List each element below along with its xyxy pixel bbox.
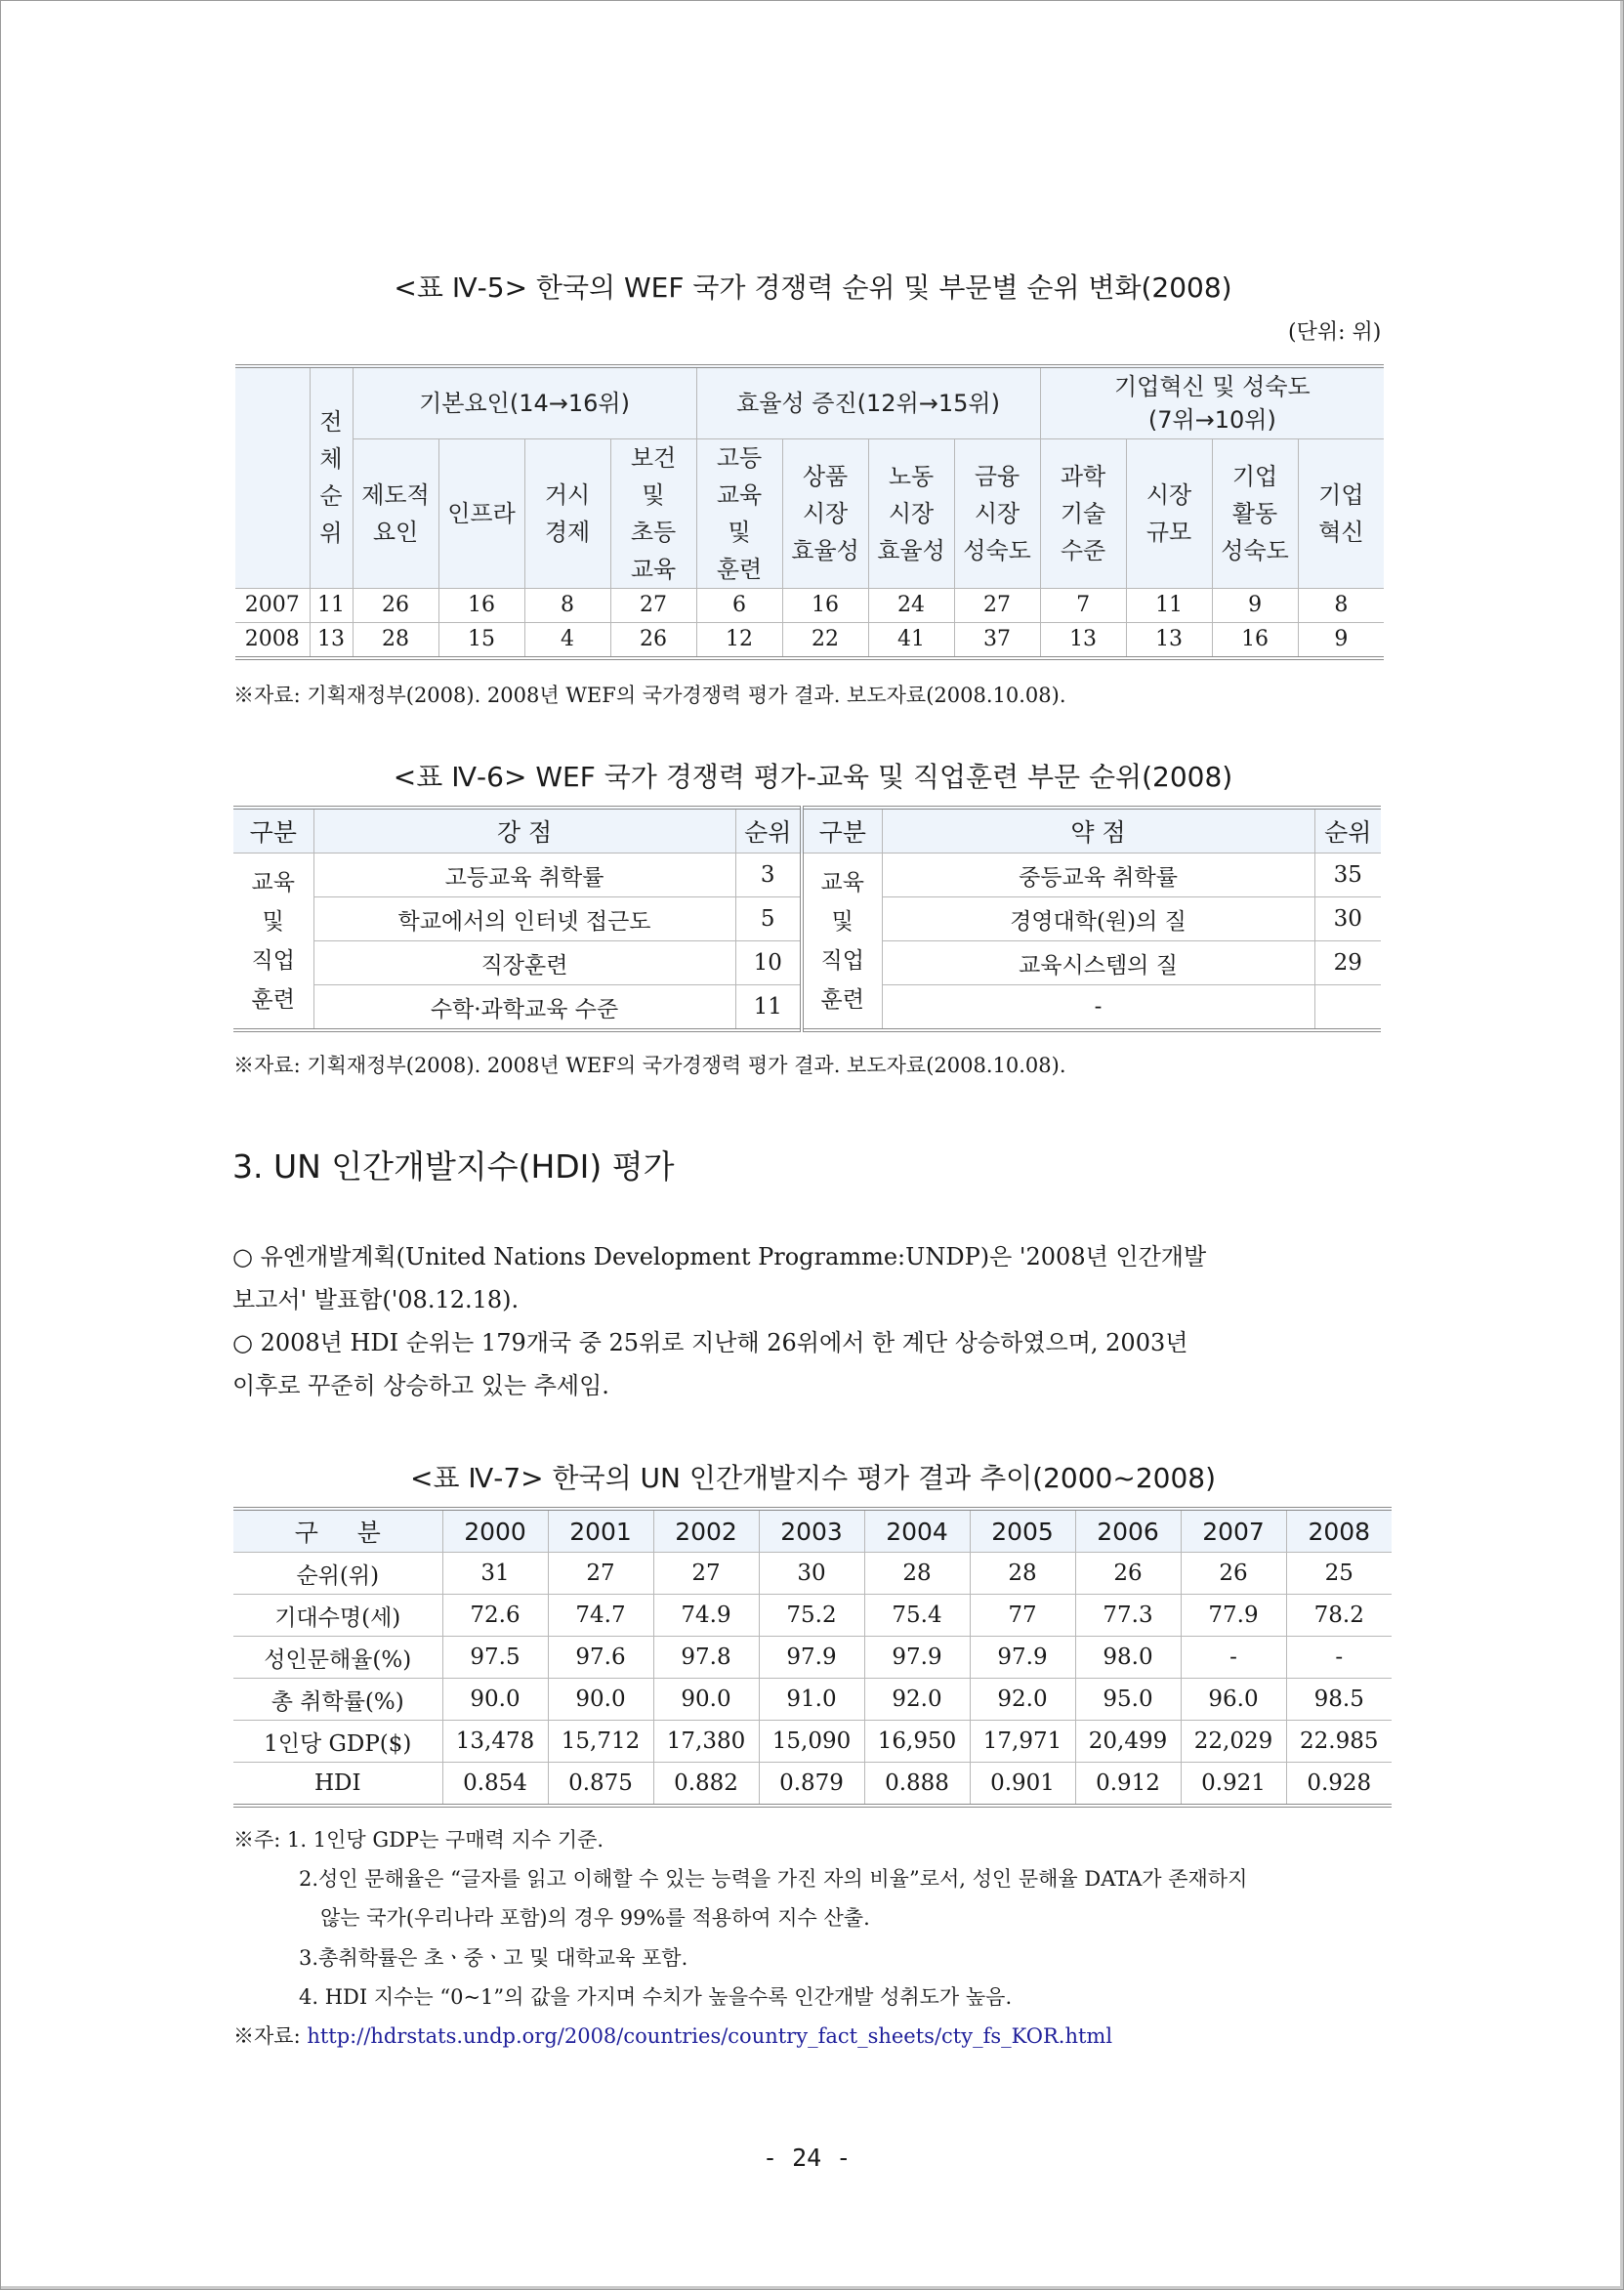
table7-cell: 97.5 [442,1637,548,1679]
table5-sub-institutions: 제도적 요인 [353,438,438,588]
table7-cell: 90.0 [442,1679,548,1721]
table7-cell: 75.4 [864,1595,970,1637]
table5-year-cell: 2007 [235,588,310,622]
table5-cell: 4 [524,622,610,658]
table6-strength-item: 고등교육 취학률 [313,854,735,897]
table7-cell: 0.921 [1181,1763,1286,1807]
table7-row-label: 기대수명(세) [233,1595,442,1637]
table5-cell: 16 [782,588,868,622]
table7-cell: 90.0 [548,1679,653,1721]
table6-strength-rank: 10 [735,941,802,985]
table5-cell: 26 [610,622,696,658]
table6-header-weaknesses: 약 점 [882,808,1314,854]
table5-cell: 7 [1040,588,1126,622]
table5-group-efficiency: 효율성 증진(12위→15위) [696,366,1040,438]
table5-sub-higher-education: 고등 교육 및 훈련 [696,438,782,588]
paragraph-2: ○ 2008년 HDI 순위는 179개국 중 25위로 지난해 26위에서 한 계단 상승하였으며, 2003년 이후로 꾸준히 상승하고 있는 추세임. [232,1329,1188,1399]
table-row [233,854,1381,897]
table7-cell: 0.879 [759,1763,864,1807]
table5-sub-goods-market: 상품 시장 효율성 [782,438,868,588]
table7-cell: 27 [653,1553,759,1595]
table5-overall-header: 전 체 순 위 [310,366,353,588]
table5-cell: 41 [868,622,954,658]
table-row [233,1637,1392,1679]
table6-strength-item: 직장훈련 [313,941,735,985]
table7-cell: 28 [970,1553,1075,1595]
table7-cell: 0.901 [970,1763,1075,1807]
table7-year-header: 2001 [548,1509,653,1553]
table7-cell: 0.912 [1075,1763,1181,1807]
table5-cell: 13 [1040,622,1126,658]
table7-year-header: 2002 [653,1509,759,1553]
table7-year-header: 2006 [1075,1509,1181,1553]
table7 [233,1507,1392,1808]
table6-weakness-rank: 29 [1314,941,1381,985]
table6-header-rank: 순위 [735,808,802,854]
table7-cell: 17,971 [970,1721,1075,1763]
table5-overall-cell: 11 [310,588,353,622]
table5-sub-financial-market: 금융 시장 성숙도 [954,438,1040,588]
note-2b: 않는 국가(우리나라 포함)의 경우 99%를 적용하여 지수 산출. [320,1906,870,1930]
table6-header-category: 구분 [233,808,313,854]
note-1: ※주: 1. 1인당 GDP는 구매력 지수 기준. [233,1828,604,1852]
table7-cell: 26 [1075,1553,1181,1595]
table6-group-label: 교육 및 직업 훈련 [233,854,313,1031]
table5-corner-cell [235,366,310,588]
table7-cell: 77 [970,1595,1075,1637]
paragraph-1: ○ 유엔개발계획(United Nations Development Programme:UNDP)은 '2008년 인간개발 보고서' 발표함('08.12.18). [232,1243,1207,1313]
table7-cell: 26 [1181,1553,1286,1595]
table7-cell: 20,499 [1075,1721,1181,1763]
table7-cell: 13,478 [442,1721,548,1763]
table7-cell: 28 [864,1553,970,1595]
table7-year-header: 2007 [1181,1509,1286,1553]
table5-cell: 9 [1212,588,1298,622]
table7-cell: 77.3 [1075,1595,1181,1637]
table7-cell: 16,950 [864,1721,970,1763]
table7-cell: 97.6 [548,1637,653,1679]
table5-group-innovation: 기업혁신 및 성숙도 (7위→10위) [1040,366,1384,438]
table7-source [233,2020,1112,2050]
table7-row-label: HDI [233,1763,442,1807]
table5-cell: 27 [610,588,696,622]
table5-cell: 24 [868,588,954,622]
table5-sub-business-sophistication: 기업 활동 성숙도 [1212,438,1298,588]
table7-cell: 98.5 [1286,1679,1392,1721]
table7-cell: 0.875 [548,1763,653,1807]
table6-weakness-rank [1314,985,1381,1031]
table5-overall-cell: 13 [310,622,353,658]
table5-cell: 6 [696,588,782,622]
table7-cell: 97.8 [653,1637,759,1679]
table5-caption: <표 Ⅳ-5> 한국의 WEF 국가 경쟁력 순위 및 부문별 순위 변화(2008) [394,271,1232,304]
table6-weakness-item: 교육시스템의 질 [882,941,1314,985]
table7-source-prefix: ※자료: [233,2024,308,2048]
table7-cell: 96.0 [1181,1679,1286,1721]
table6-caption: <표 Ⅳ-6> WEF 국가 경쟁력 평가-교육 및 직업훈련 부문 순위(2008) [393,761,1233,793]
table6-weakness-item: - [882,985,1314,1031]
table7-cell: 74.9 [653,1595,759,1637]
page-shadow-bottom [1,2286,1623,2289]
table7-cell: 72.6 [442,1595,548,1637]
table7-cell: 78.2 [1286,1595,1392,1637]
table7-cell: 90.0 [653,1679,759,1721]
table5-sub-labor-market: 노동 시장 효율성 [868,438,954,588]
table6-weakness-item: 중등교육 취학률 [882,854,1314,897]
table7-cell: 77.9 [1181,1595,1286,1637]
table5-cell: 28 [353,622,438,658]
table-row [233,1595,1392,1637]
table5-cell: 27 [954,588,1040,622]
table-row [233,1721,1392,1763]
note-2a: 2.성인 문해율은 “글자를 읽고 이해할 수 있는 능력을 가진 자의 비율”로서, 성인 문해율 DATA가 존재하지 [299,1867,1248,1891]
table7-row-label: 순위(위) [233,1553,442,1595]
table6-group-label2: 교육 및 직업 훈련 [802,854,882,1031]
table7-cell: 98.0 [1075,1637,1181,1679]
table7-cell: 92.0 [864,1679,970,1721]
table7-cell: 22,029 [1181,1721,1286,1763]
table6-header-strengths: 강 점 [313,808,735,854]
table5-cell: 12 [696,622,782,658]
table6-strength-item: 학교에서의 인터넷 접근도 [313,897,735,941]
table7-cell: 0.882 [653,1763,759,1807]
table5-cell: 8 [524,588,610,622]
table7-cell: 15,090 [759,1721,864,1763]
table7-cell: 97.9 [970,1637,1075,1679]
table6-strength-rank: 11 [735,985,802,1031]
table5-cell: 16 [438,588,524,622]
table7-header-label: 구 분 [233,1509,442,1553]
source-link[interactable]: http://hdrstats.undp.org/2008/countries/country_fact_sheets/cty_fs_KOR.html [307,2024,1113,2048]
section-heading: 3. UN 인간개발지수(HDI) 평가 [232,1147,675,1186]
table6-strength-item: 수학·과학교육 수준 [313,985,735,1031]
table5-sub-macroeconomy: 거시 경제 [524,438,610,588]
table-row [233,1553,1392,1595]
table7-cell: 30 [759,1553,864,1595]
table5-year-cell: 2008 [235,622,310,658]
table5-sub-technology: 과학 기술 수준 [1040,438,1126,588]
table7-cell: - [1286,1637,1392,1679]
table5-cell: 13 [1126,622,1212,658]
table7-cell: 97.9 [759,1637,864,1679]
table6-weakness-rank: 35 [1314,854,1381,897]
table-row [235,622,1384,658]
table5-source: ※자료: 기획재정부(2008). 2008년 WEF의 국가경쟁력 평가 결과. 보도자료(2008.10.08). [233,684,1066,707]
table5 [235,364,1384,660]
table7-cell: - [1181,1637,1286,1679]
note-3: 3.총취학률은 초ㆍ중ㆍ고 및 대학교육 포함. [299,1946,688,1970]
table6-header-rank2: 순위 [1314,808,1381,854]
table7-cell: 92.0 [970,1679,1075,1721]
table5-sub-innovation: 기업 혁신 [1298,438,1384,588]
table5-unit: (단위: 위) [1288,320,1382,345]
table7-year-header: 2004 [864,1509,970,1553]
table5-sub-infrastructure: 인프라 [438,438,524,588]
table7-cell: 0.888 [864,1763,970,1807]
table7-cell: 95.0 [1075,1679,1181,1721]
table5-cell: 16 [1212,622,1298,658]
table7-row-label: 성인문해율(%) [233,1637,442,1679]
table6 [233,806,1381,1032]
table7-cell: 31 [442,1553,548,1595]
table-row [235,588,1384,622]
table7-cell: 74.7 [548,1595,653,1637]
table-row [233,1763,1392,1807]
table7-cell: 15,712 [548,1721,653,1763]
table7-cell: 91.0 [759,1679,864,1721]
table5-sub-market-size: 시장 규모 [1126,438,1212,588]
table5-cell: 22 [782,622,868,658]
table5-cell: 15 [438,622,524,658]
table6-source: ※자료: 기획재정부(2008). 2008년 WEF의 국가경쟁력 평가 결과. 보도자료(2008.10.08). [233,1054,1066,1077]
table7-year-header: 2008 [1286,1509,1392,1553]
table-row [233,1679,1392,1721]
table7-caption: <표 Ⅳ-7> 한국의 UN 인간개발지수 평가 결과 추이(2000~2008) [409,1462,1217,1494]
table7-cell: 22.985 [1286,1721,1392,1763]
table7-row-label: 총 취학률(%) [233,1679,442,1721]
table6-strength-rank: 3 [735,854,802,897]
table7-cell: 27 [548,1553,653,1595]
table7-year-header: 2005 [970,1509,1075,1553]
table7-row-label: 1인당 GDP($) [233,1721,442,1763]
table5-group-basic: 기본요인(14→16위) [353,366,696,438]
table6-header-category2: 구분 [802,808,882,854]
table7-cell: 17,380 [653,1721,759,1763]
table7-year-header: 2003 [759,1509,864,1553]
table5-cell: 11 [1126,588,1212,622]
table7-year-header: 2000 [442,1509,548,1553]
table7-cell: 97.9 [864,1637,970,1679]
table7-cell: 75.2 [759,1595,864,1637]
table6-strength-rank: 5 [735,897,802,941]
table7-cell: 25 [1286,1553,1392,1595]
table7-cell: 0.928 [1286,1763,1392,1807]
table6-weakness-item: 경영대학(원)의 질 [882,897,1314,941]
table5-cell: 9 [1298,622,1384,658]
page-number: - 24 - [763,2144,852,2172]
table5-cell: 8 [1298,588,1384,622]
note-4: 4. HDI 지수는 “0~1”의 값을 가지며 수치가 높을수록 인간개발 성취도가 높음. [299,1985,1013,2009]
page-shadow-right [1620,1,1623,2289]
table7-cell: 0.854 [442,1763,548,1807]
table5-cell: 26 [353,588,438,622]
table5-sub-health-primary: 보건 및 초등 교육 [610,438,696,588]
table6-weakness-rank: 30 [1314,897,1381,941]
table5-cell: 37 [954,622,1040,658]
